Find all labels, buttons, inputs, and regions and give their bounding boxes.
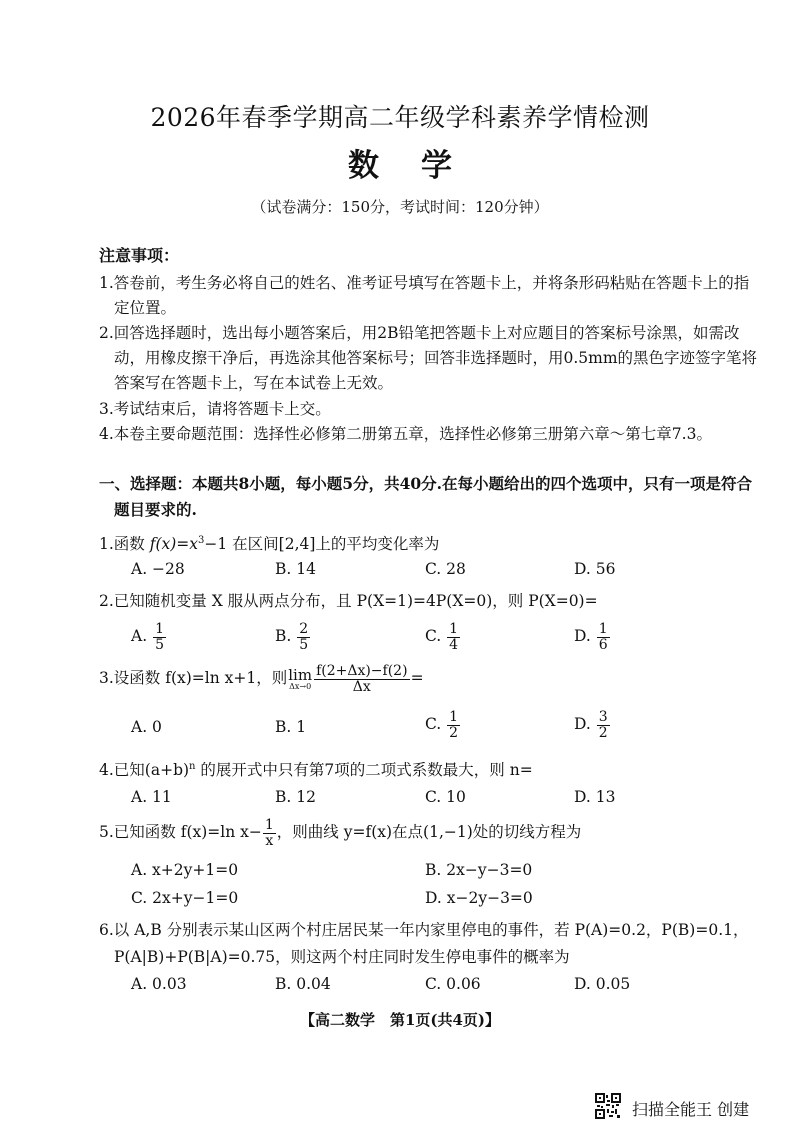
q2-d-num: 1 (598, 621, 608, 637)
q2-b-label: B. (275, 627, 292, 646)
q2-option-d (574, 622, 611, 652)
q3-option-b: B. 1 (275, 718, 307, 736)
q2-b-fraction (297, 622, 310, 652)
question-3-stem (99, 664, 424, 694)
q3-d-num: 3 (598, 709, 608, 725)
q1-option-b: B. 14 (275, 560, 316, 578)
q3-limit (288, 665, 313, 691)
question-2-stem: 2.已知随机变量 X 服从两点分布，且 P(X=1)=4P(X=0)，则 P(X=0)= (99, 592, 598, 610)
q2-a-fraction (153, 622, 166, 652)
q4-option-a: A. 11 (131, 788, 172, 806)
q3-d-label: D. (574, 715, 591, 734)
q3-c-num: 1 (449, 709, 459, 725)
q2-d-fraction (597, 622, 610, 652)
q4-exponent: n (189, 760, 196, 772)
q4-option-c: C. 10 (425, 788, 466, 806)
q1-function: f(x)=x (149, 535, 199, 553)
q2-option-b (275, 622, 311, 652)
q5-option-c: C. 2x+y−1=0 (131, 889, 239, 907)
q2-d-label: D. (574, 627, 591, 646)
q3-option-a: A. 0 (131, 718, 162, 736)
note-2-line-3: 答案写在答题卡上，写在本试卷上无效。 (114, 374, 394, 392)
q3-fraction (314, 664, 410, 694)
q3-frac-num: f(2+Δx)−f(2) (316, 663, 408, 679)
note-3: 3.考试结束后，请将答题卡上交。 (99, 400, 331, 418)
question-1-stem (99, 532, 439, 554)
q3-option-c (425, 710, 461, 740)
note-1-line-1: 1.答卷前，考生务必将自己的姓名、准考证号填写在答题卡上，并将条形码粘贴在答题卡上的指 (99, 274, 750, 292)
question-6-stem-line-1: 6.以 A,B 分别表示某山区两个村庄居民某一年内家里停电的事件，若 P(A)=0.2，P(B)=0.1， (99, 921, 749, 939)
q3-c-label: C. (425, 715, 442, 734)
question-6-stem-line-2: P(A|B)+P(B|A)=0.75，则这两个村庄同时发生停电事件的概率为 (114, 948, 570, 966)
q3-c-fraction (447, 710, 460, 740)
score-info: （试卷满分：150分，考试时间：120分钟） (251, 198, 549, 216)
q4-option-b: B. 12 (275, 788, 316, 806)
q2-option-a (131, 622, 167, 652)
note-4: 4.本卷主要命题范围：选择性必修第二册第五章，选择性必修第三册第六章～第七章7.3。 (99, 425, 712, 443)
q2-b-den: 5 (299, 636, 309, 653)
q3-d-fraction (597, 710, 610, 740)
q2-a-num: 1 (155, 621, 164, 637)
q6-option-b: B. 0.04 (275, 975, 331, 993)
q2-option-c (425, 622, 461, 652)
page-footer: 【高二数学 第1页(共4页)】 (299, 1011, 501, 1029)
q4-option-d: D. 13 (574, 788, 616, 806)
q5-fraction (263, 818, 276, 848)
q2-c-fraction (447, 622, 460, 652)
notes-heading: 注意事项： (99, 246, 180, 265)
q6-option-c: C. 0.06 (425, 975, 481, 993)
q1-exponent: 3 (198, 534, 205, 546)
question-4-stem (99, 758, 533, 780)
q3-prefix: 3.设函数 f(x)=ln x+1，则 (99, 669, 288, 688)
q3-lim-sub: Δx→0 (289, 681, 312, 691)
q5-option-b: B. 2x−y−3=0 (425, 861, 533, 879)
q3-c-den: 2 (449, 724, 459, 741)
q2-c-label: C. (425, 627, 442, 646)
scanner-brand-text: 扫描全能王 创建 (632, 1100, 750, 1119)
question-5-stem (99, 818, 581, 848)
q2-c-num: 1 (449, 621, 459, 637)
q2-b-num: 2 (299, 621, 309, 637)
subject-title: 数学 (348, 148, 494, 184)
q2-c-den: 4 (449, 636, 459, 653)
q5-option-d: D. x−2y−3=0 (425, 889, 533, 907)
q5-suffix: ，则曲线 y=f(x)在点(1,−1)处的切线方程为 (276, 823, 582, 842)
exam-title: 2026年春季学期高二年级学科素养学情检测 (150, 103, 650, 132)
q1-prefix: 1.函数 (99, 535, 150, 553)
q6-option-a: A. 0.03 (131, 975, 187, 993)
q5-frac-num: 1 (264, 817, 274, 833)
q2-d-den: 6 (598, 636, 608, 653)
q5-frac-den: x (265, 832, 274, 849)
qr-code-icon (595, 1093, 621, 1119)
q3-lim-word: lim (288, 665, 313, 684)
q1-option-d: D. 56 (574, 560, 616, 578)
q5-prefix: 5.已知函数 f(x)=ln x− (99, 823, 262, 842)
q4-suffix: 的展开式中只有第7项的二项式系数最大，则 n= (195, 761, 533, 779)
q3-frac-den: Δx (352, 678, 371, 695)
note-2-line-2: 动，用橡皮擦干净后，再选涂其他答案标号；回答非选择题时，用0.5mm的黑色字迹签字笔将 (114, 349, 758, 367)
section-1-heading: 一、选择题：本题共8小题，每小题5分，共40分.在每小题给出的四个选项中，只有一项是符合 (99, 474, 753, 493)
q2-a-den: 5 (155, 636, 164, 653)
section-1-heading-cont: 题目要求的. (114, 500, 197, 519)
q1-suffix: −1 在区间[2,4]上的平均变化率为 (204, 535, 440, 553)
q6-option-d: D. 0.05 (574, 975, 631, 993)
q3-option-d (574, 710, 611, 740)
q1-option-a: A. −28 (131, 560, 185, 578)
q4-prefix: 4.已知(a+b) (99, 761, 190, 779)
q1-option-c: C. 28 (425, 560, 466, 578)
q3-equals: = (410, 669, 424, 688)
q5-option-a: A. x+2y+1=0 (131, 861, 239, 879)
note-1-line-2: 定位置。 (114, 299, 177, 317)
q3-d-den: 2 (598, 724, 608, 741)
q2-a-label: A. (131, 627, 148, 646)
note-2-line-1: 2.回答选择题时，选出每小题答案后，用2B铅笔把答题卡上对应题目的答案标号涂黑，如需改 (99, 324, 740, 342)
